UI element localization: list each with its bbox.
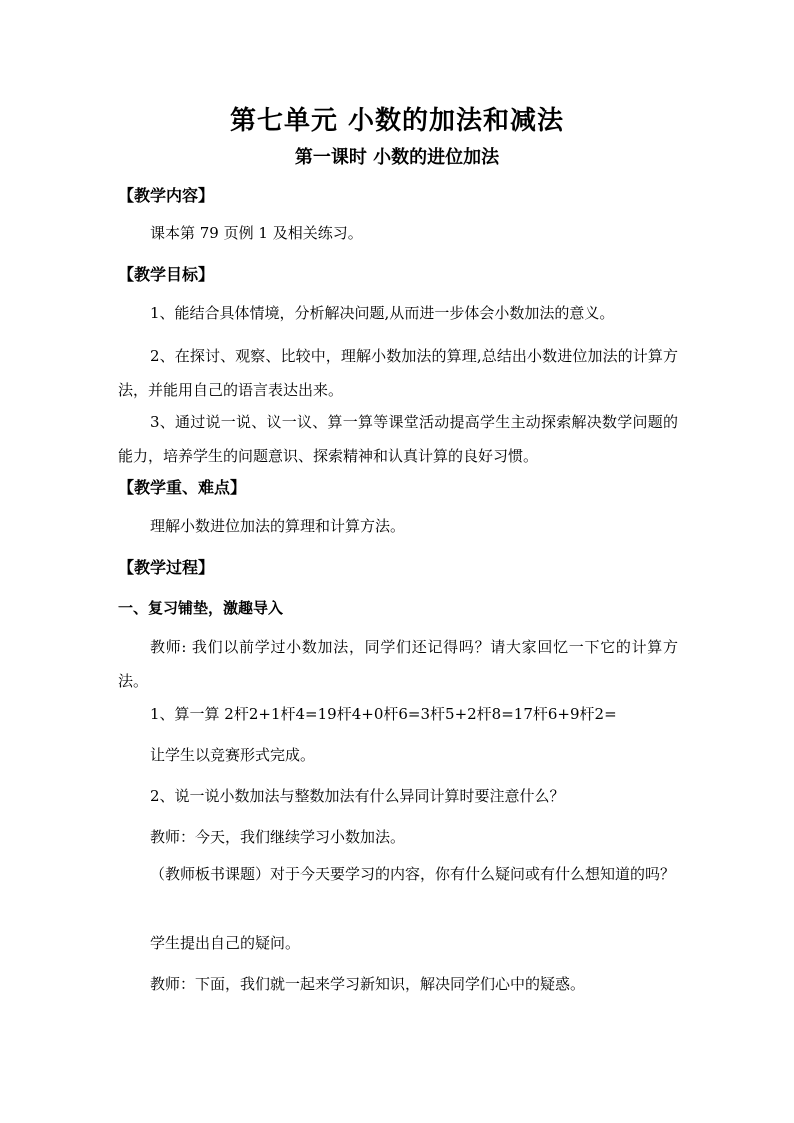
goal-1: 1、能结合具体情境，分析解决问题,从而进一步体会小数加法的意义。: [150, 304, 615, 322]
key-points-text: 理解小数进位加法的算理和计算方法。: [150, 517, 406, 535]
paragraph-compare: 2、说一说小数加法与整数加法有什么异同计算时要注意什么？: [150, 787, 565, 805]
paragraph-student-questions: 学生提出自己的疑问。: [150, 934, 301, 952]
paragraph-board-title: （教师板书课题）对于今天要学习的内容，你有什么疑问或有什么想知道的吗？: [150, 865, 676, 883]
paragraph-teacher-next: 教师：下面，我们就一起来学习新知识，解决同学们心中的疑惑。: [150, 975, 586, 993]
goal-3: 3、通过说一说、议一议、算一算等课堂活动提高学生主动探索解决数学问题的能力，培养学生的问题意识、探索精神和认真计算的良好习惯。: [118, 413, 678, 465]
heading-teaching-content: 【教学内容】: [118, 186, 215, 205]
paragraph-calculation: 1、算一算 2杆2+1杆4=19杆4+0杆6=3杆5+2杆8=17杆6+9杆2=: [150, 705, 617, 723]
heading-teaching-process: 【教学过程】: [118, 558, 215, 577]
teaching-content-text: 课本第 79 页例 1 及相关练习。: [150, 224, 363, 242]
heading-teaching-goals: 【教学目标】: [118, 265, 215, 284]
lesson-title: 第一课时 小数的进位加法: [294, 147, 500, 168]
heading-key-points: 【教学重、难点】: [118, 478, 247, 497]
step-1-heading: 一、复习铺垫，激趣导入: [118, 599, 284, 617]
unit-title: 第七单元 小数的加法和减法: [229, 106, 565, 136]
paragraph-teacher-today: 教师：今天，我们继续学习小数加法。: [150, 828, 406, 846]
goal-2: 2、在探讨、观察、比较中，理解小数加法的算理,总结出小数进位加法的计算方法，并能用自己的语言表达出来。: [118, 347, 678, 399]
paragraph-teacher-intro: 教师: 我们以前学过小数加法，同学们还记得吗？请大家回忆一下它的计算方法。: [118, 638, 678, 690]
paragraph-competition: 让学生以竞赛形式完成。: [150, 746, 316, 764]
